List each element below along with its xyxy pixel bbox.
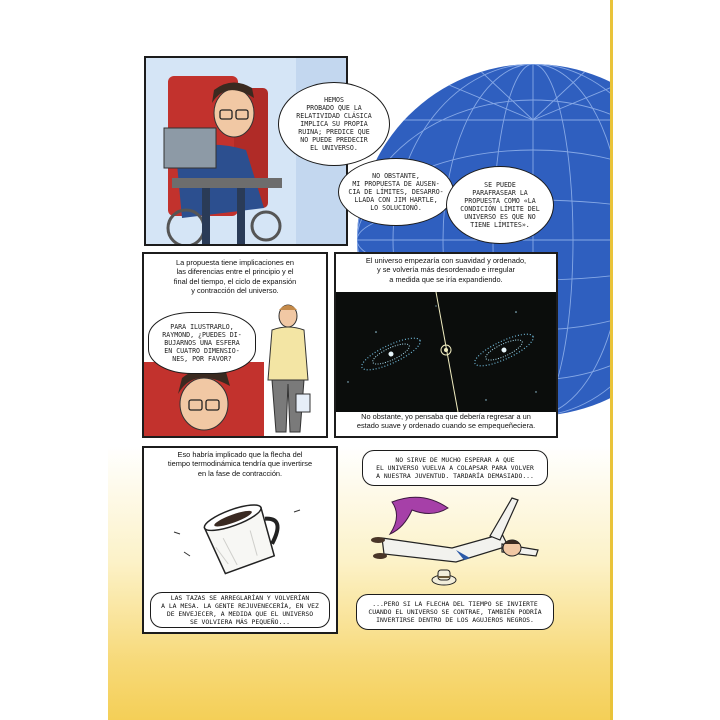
caption-proposal: La propuesta tiene implicaciones en las diferencias entre el principio y el final del tiempo, el ciclo de expansión y contracción del universo. (173, 258, 297, 295)
page-edge-strip (610, 0, 613, 720)
caption-black-holes: ...PERO SI LA FLECHA DEL TIEMPO SE INVIERTE CUANDO EL UNIVERSO SE CONTRAE, TAMBIÉN PODRÍA INVERTIRSE DENTRO DE LOS AGUJEROS NEGROS. (356, 594, 554, 630)
comic-page (108, 0, 610, 720)
panel-flying-man (352, 446, 558, 634)
caption-cups-rejuvenate: LAS TAZAS SE ARREGLARÍAN Y VOLVERÍAN A LA MESA. LA GENTE REJUVENECERÍA, EN VEZ DE ENVEJECER, A MEDIDA QUE EL UNIVERSO SE VOLVIERA MÁS PEQUEÑO... (150, 592, 330, 628)
falling-cup-art (144, 482, 336, 592)
caption-arrow-of-time: Eso habría implicado que la flecha del tiempo termodinámica tendría que invertirse en la fase de contracción. (148, 450, 332, 478)
speech-balloon-relativity: HEMOS PROBADO QUE LA RELATIVIDAD CLÁSICA IMPLICA SU PROPIA RUINA; PREDICE QUE NO PUEDE PREDECIR EL UNIVERSO. (278, 82, 390, 166)
speech-balloon-no-boundary: NO OBSTANTE, MI PROPUESTA DE AUSEN- CIA DE LÍMITES, DESARRO- LLADA CON JIM HARTLE, LO SOLUCIONÓ. (338, 158, 454, 226)
speech-balloon-paraphrase: SE PUEDE PARAFRASEAR LA PROPUESTA COMO «LA CONDICIÓN LÍMITE DEL UNIVERSO ES QUE NO TIENE LÍMITES». (446, 166, 554, 244)
panel-galaxies (334, 252, 558, 438)
caption-wait-collapse: NO SIRVE DE MUCHO ESPERAR A QUE EL UNIVERSO VUELVA A COLAPSAR PARA VOLVER A NUESTRA JUVENTUD. TARDARÍA DEMASIADO... (362, 450, 548, 486)
caption-universe-start: El universo empezaría con suavidad y ordenado, y se volvería más desordenado e irregular a medida que se iría expandiendo. (365, 256, 527, 284)
galaxies-space-art (336, 292, 556, 412)
flying-man-art (352, 488, 558, 598)
speech-balloon-raymond: PARA ILUSTRARLO, RAYMOND, ¿PUEDES DI- BUJARNOS UNA ESFERA EN CUATRO DIMENSIO- NES, POR FAVOR? (148, 312, 256, 374)
caption-return-smooth: No obstante, yo pensaba que debería regresar a un estado suave y ordenado cuando se empequeñeciera. (356, 412, 536, 431)
panel-cup (142, 446, 338, 634)
